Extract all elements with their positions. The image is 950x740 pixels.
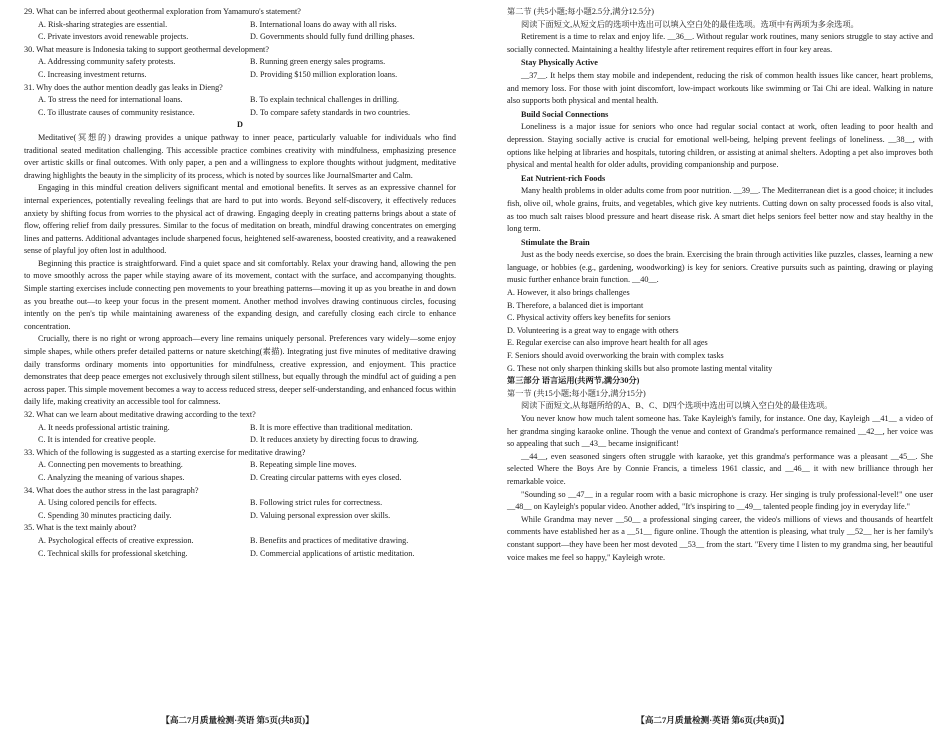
- passage-d-paragraph-2: Engaging in this mindful creation delivers significant mental and emotional benefits. It serves as an expressive channel for internal experiences, potentially revealing feelings that are hard to put into words. Beyond self-discovery, it effectively reduces anxiety by shifting focus from worries to the physical act of drawing. Engaging deeply in creating patterns brings about a state of flow, offering relief from daily pressures. Similar to the focus of meditation on breath, mindful drawing concentrates on emerging lines and patterns. Additional advantages include sharpened focus, heightened self-awareness, boosted creativity, and a reawakened sense of playful joy often lost in adulthood.: [24, 183, 456, 256]
- option-31a: A. To stress the need for international loans.: [38, 95, 183, 105]
- part-3-heading: 第三部分 语言运用(共两节,满分30分): [507, 376, 640, 386]
- option-35c: C. Technical skills for professional sketching.: [38, 548, 188, 558]
- option-34c: C. Spending 30 minutes practicing daily.: [38, 510, 172, 520]
- cloze-paragraph-2: __44__, even seasoned singers often struggle with karaoke, yet this grandma's performance was a pleasant __45__. She selected Where the Boys Are by Connie Francis, a timeless 1961 classic, and __46__ it with new brilliance through her remarkable voice.: [507, 451, 933, 486]
- page-6-footer: 【高二7月质量检测·英语 第6页(共8页)】: [636, 715, 789, 725]
- passage-paragraph-foods: Many health problems in older adults come from poor nutrition. __39__. The Mediterranean diet is a good choice; it includes fish, olive oil, whole grains, fruits, and vegetables, which give key nutrients. Cutting down on salty processed foods is also vital, as too much salt raises blood pressure and heart disease risk. A smart diet helps seniors feel better now and stay healthy in the long term.: [507, 186, 933, 234]
- option-35b: B. Benefits and practices of meditative drawing.: [250, 535, 409, 545]
- passage-d-paragraph-4: Crucially, there is no right or wrong approach—every line remains uniquely personal. Preferences vary widely—some enjoy simple shapes, while others prefer detailed patterns or nature sketching(素描). Integrating just five minutes of meditative drawing daily transforms ordinary moments into opportunities for mindfulness, creative expression, and enjoyment. This practice demonstrates that deep peace emerges not exclusively through silent stillness, but equally through the mindful act of guiding a pen across paper. This simple movement becomes a way to access reduced stress, deeper self-understanding, and enhanced focus within daily life, making creativity an accessible tool for calmness.: [24, 334, 456, 407]
- option-33c: C. Analyzing the meaning of various shapes.: [38, 472, 185, 482]
- page-5-footer: 【高二7月质量检测·英语 第5页(共8页)】: [161, 715, 314, 725]
- heading-eat-nutrient-rich-foods: Eat Nutrient-rich Foods: [521, 173, 606, 183]
- passage-d-paragraph-1: Meditative(冥想的) drawing provides a unique pathway to inner peace, particularly valuable for individuals who find traditional seated meditation challenging. This accessible practice combines creativity with mindfulness, emphasizing presence over artistic skills or final outcomes. With only paper, a pen and a willingness to explore thoughts without judgment, meditative drawing highlights the beauty in the simplicity of its process, which is noted by sources like JournalSmarter and Calm.: [24, 132, 456, 180]
- choice-f: F. Seniors should avoid overworking the brain with complex tasks: [507, 351, 724, 361]
- choice-g: G. These not only sharpen thinking skills but also promote lasting mental vitality: [507, 363, 773, 373]
- option-33a: A. Connecting pen movements to breathing.: [38, 460, 183, 470]
- choice-c: C. Physical activity offers key benefits for seniors: [507, 313, 671, 323]
- option-30c: C. Increasing investment returns.: [38, 69, 147, 79]
- option-33b: B. Repeating simple line moves.: [250, 460, 357, 470]
- section-2-heading: 第二节 (共5小题;每小题2.5分,满分12.5分): [507, 7, 654, 16]
- option-32b: B. It is more effective than traditional meditation.: [250, 422, 413, 432]
- question-29-options: [24, 19, 456, 44]
- heading-stimulate-the-brain: Stimulate the Brain: [521, 237, 590, 247]
- question-35-options: [24, 535, 456, 560]
- question-32-stem: 32. What can we learn about meditative drawing according to the text?: [24, 410, 256, 419]
- passage-paragraph-active: __37__. It helps them stay mobile and independent, reducing the risk of common health issues like cancer, heart problems, and memory loss. For those with joint discomfort, low-impact workouts like swimming or Tai Chi are ideal. Walking in nature also supports both physical and mental health.: [507, 70, 933, 106]
- question-35-stem: 35. What is the text mainly about?: [24, 523, 137, 533]
- question-31-stem: 31. Why does the author mention deadly gas leaks in Dieng?: [24, 82, 223, 92]
- option-32d: D. It reduces anxiety by directing focus to drawing.: [250, 435, 419, 445]
- cloze-paragraph-3: "Sounding so __47__ in a regular room with a basic microphone is crazy. Her singing is truly professional-level!" one user __48__ on Kayleigh's popular video. Another added, "It's inspiring to __49__ talented people finding joy in everyday life.": [507, 489, 933, 512]
- left-column: [24, 6, 456, 560]
- option-32a: A. It needs professional artistic training.: [38, 422, 170, 432]
- section-1-heading: 第一节 (共15小题;每小题1分,满分15分): [507, 388, 646, 398]
- option-31c: C. To illustrate causes of community resistance.: [38, 107, 195, 117]
- option-34d: D. Valuing personal expression over skills.: [250, 510, 391, 520]
- question-34-options: [24, 497, 456, 522]
- option-29d: D. Governments should fully fund drilling phases.: [250, 32, 415, 42]
- passage-intro: Retirement is a time to relax and enjoy life. __36__. Without regular work routines, many seniors struggle to stay active and socially connected. Maintaining a healthy lifestyle after retirement requires effort in four key areas.: [507, 32, 933, 54]
- option-33d: D. Creating circular patterns with eyes closed.: [250, 472, 402, 482]
- question-30-stem: 30. What measure is Indonesia taking to support geothermal development?: [24, 44, 269, 54]
- question-30-options: [24, 56, 456, 81]
- choice-b: B. Therefore, a balanced diet is important: [507, 300, 644, 310]
- question-32-options: [24, 422, 456, 447]
- option-30d: D. Providing $150 million exploration loans.: [250, 69, 398, 79]
- option-31b: B. To explain technical challenges in drilling.: [250, 95, 399, 105]
- section-d-heading: D: [237, 120, 243, 130]
- option-30a: A. Addressing community safety protests.: [38, 57, 176, 67]
- heading-build-social-connections: Build Social Connections: [521, 109, 609, 119]
- right-column: [507, 6, 933, 564]
- option-29c: C. Private investors avoid renewable projects.: [38, 32, 189, 42]
- option-29a: A. Risk-sharing strategies are essential.: [38, 19, 168, 29]
- option-34b: B. Following strict rules for correctness.: [250, 498, 383, 508]
- cloze-paragraph-1: You never know how much talent someone has. Take Kayleigh's family, for instance. One day, Kayleigh __41__ a video of her grandma singing karaoke online. Though the venue and context of Grandma's performance remained __42__, her voice was so appealing that such __43__ became insignificant!: [507, 414, 933, 449]
- option-29b: B. International loans do away with all risks.: [250, 19, 397, 29]
- heading-stay-physically-active: Stay Physically Active: [521, 58, 598, 68]
- option-35a: A. Psychological effects of creative expression.: [38, 535, 194, 545]
- section-2-instructions: 阅读下面短文,从短文后的选项中选出可以填入空白处的最佳选项。选项中有两项为多余选项。: [521, 19, 859, 29]
- option-30b: B. Running green energy sales programs.: [250, 57, 386, 67]
- choice-e: E. Regular exercise can also improve heart health for all ages: [507, 338, 708, 348]
- passage-paragraph-brain: Just as the body needs exercise, so does the brain. Exercising the brain through activities like puzzles, classes, learning a new language, or hobbies (e.g., gardening, woodworking) is key for seniors. Creative pursuits such as painting, drawing or playing music further enhance brain function. __40__.: [507, 250, 933, 285]
- section-1-instructions: 阅读下面短文,从每题所给的A、B、C、D四个选项中选出可以填入空白处的最佳选项。: [521, 401, 833, 411]
- question-29-stem: 29. What can be inferred about geothermal exploration from Yamamuro's statement?: [24, 7, 301, 16]
- option-34a: A. Using colored pencils for effects.: [38, 498, 157, 508]
- option-35d: D. Commercial applications of artistic meditation.: [250, 548, 415, 558]
- passage-paragraph-social: Loneliness is a major issue for seniors who once had regular social contact at work, often leading to poor health and depression. Staying socially active is crucial for emotional well-being, helping prevent feelings of loneliness. __38__, with options like helping at libraries and hospitals, tutoring children, or assisting at animal shelters. Adopting a pet also improves both physical and mental health for older adults, providing companionship and purpose.: [507, 122, 933, 170]
- right-page: [475, 0, 950, 740]
- question-34-stem: 34. What does the author stress in the last paragraph?: [24, 485, 199, 495]
- question-33-stem: 33. Which of the following is suggested as a starting exercise for meditative drawing?: [24, 447, 306, 457]
- passage-d-paragraph-3: Beginning this practice is straightforward. Find a quiet space and sit comfortably. Relax your drawing hand, allowing the pen to move smoothly across the paper while staying aware of its movement, contact with the surface, and accompanying thoughts. Simple starting exercises include connecting pen movements to your breathing patterns—moving it up as you breathe in and down as you breathe out—to keep your focus in the present moment. Another method involves drawing continuous circles, focusing intently on the pen's tip while maintaining awareness of the expanding design, and carefully closing each circle to enhance concentration.: [24, 258, 456, 331]
- question-31-options: [24, 94, 456, 119]
- question-33-options: [24, 459, 456, 484]
- choice-a: A. However, it also brings challenges: [507, 288, 630, 298]
- cloze-paragraph-4: While Grandma may never __50__ a professional singing career, the video's millions of views and thousands of heartfelt comments have established her as a __51__ figure online. Though the attention is pleasing, what truly __52__ her is her family's constant support—they have been her most devoted __53__ from the start. "Every time I listen to my grandma sing, her beautiful voice makes me feel so happy," Kayleigh wrote.: [507, 514, 933, 562]
- option-31d: D. To compare safety standards in two countries.: [250, 107, 411, 117]
- option-32c: C. It is intended for creative people.: [38, 435, 156, 445]
- choice-d: D. Volunteering is a great way to engage with others: [507, 325, 679, 335]
